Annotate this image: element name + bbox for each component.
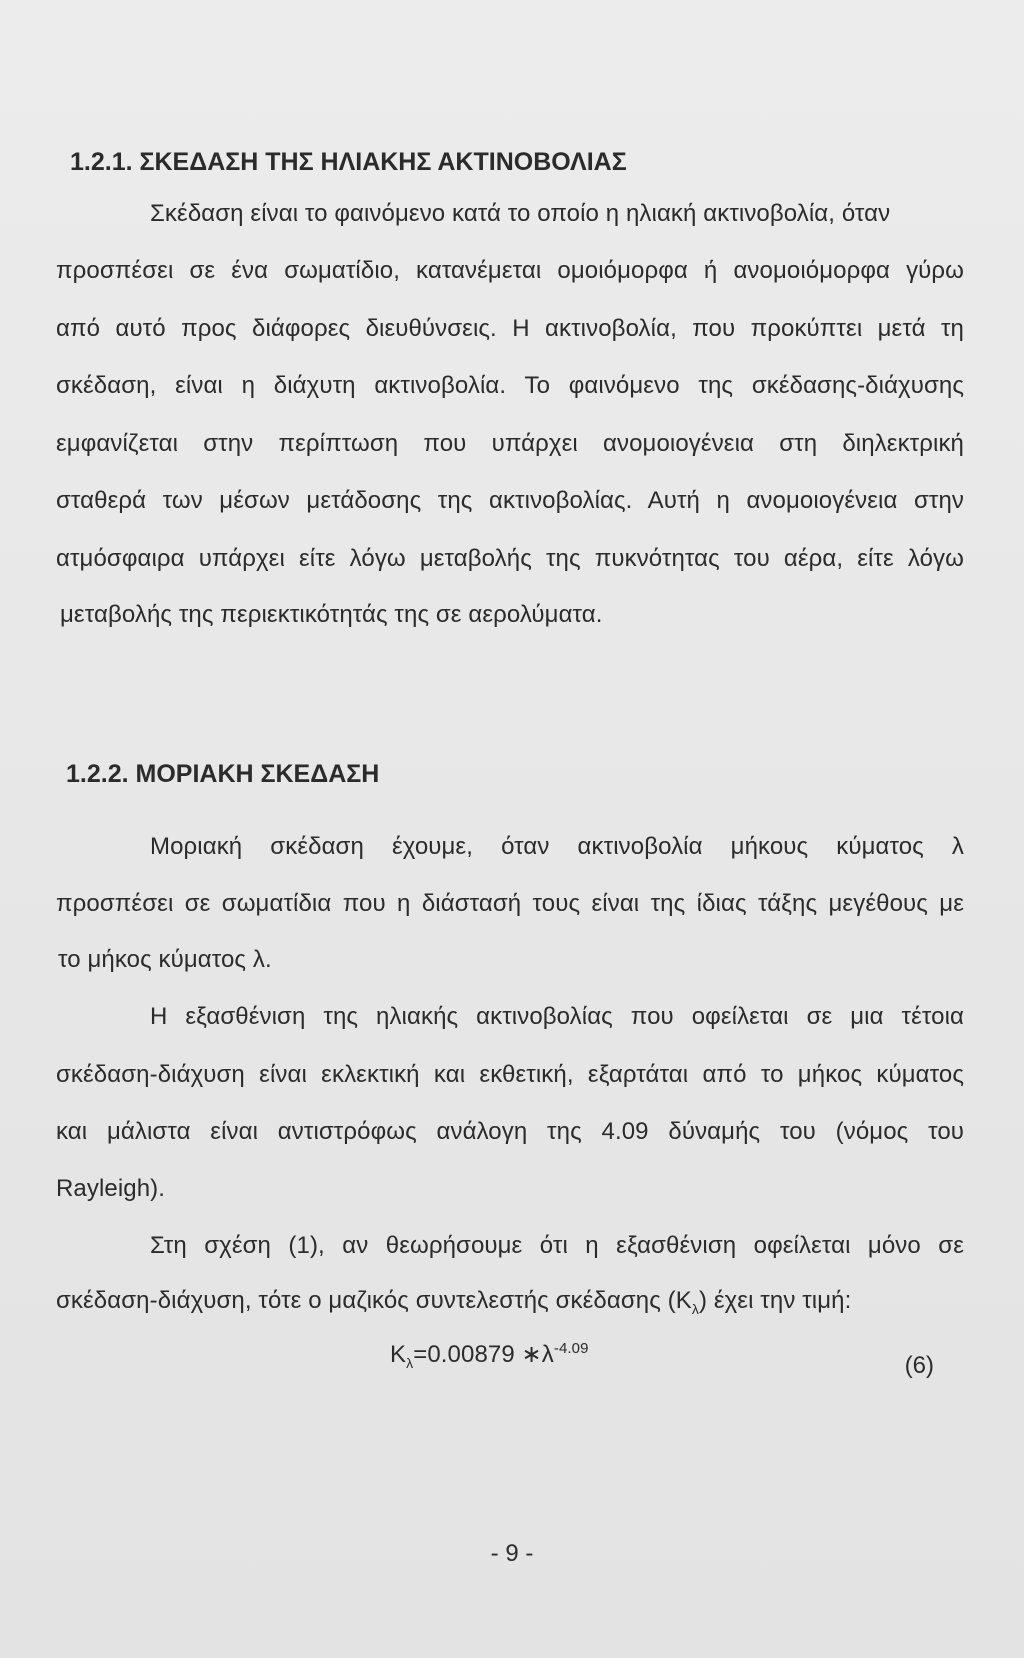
paragraph-line: προσπέσει σε ένα σωματίδιο, κατανέμεται ομοιόμορφα ή ανομοιόμορφα γύρω (56, 257, 964, 284)
page-number: - 9 - (490, 1540, 534, 1567)
paragraph-line: Στη σχέση (1), αν θεωρήσουμε ότι η εξασθένιση οφείλεται μόνο σε (150, 1232, 964, 1259)
paragraph-line: και μάλιστα είναι αντιστρόφως ανάλογη της 4.09 δύναμής του (νόμος του (56, 1118, 964, 1145)
paragraph-line: σταθερά των μέσων μετάδοσης της ακτινοβολίας. Αυτή η ανομοιογένεια στην (56, 487, 964, 514)
paragraph-line (56, 1287, 851, 1317)
equation-number: (6) (904, 1352, 934, 1379)
paragraph-line: Rayleigh). (56, 1175, 166, 1202)
text-fragment: ) έχει την τιμή: (698, 1287, 852, 1314)
text-fragment: σκέδαση-διάχυση, τότε ο μαζικός συντελεστής σκέδασης (Κ (56, 1287, 692, 1314)
paragraph-line: ατμόσφαιρα υπάρχει είτε λόγω μεταβολής της πυκνότητας του αέρα, είτε λόγω (56, 545, 964, 572)
equation (390, 1340, 589, 1371)
paragraph-line: το μήκος κύματος λ. (58, 946, 272, 973)
section-heading-1: 1.2.1. ΣΚΕΔΑΣΗ ΤΗΣ ΗΛΙΑΚΗΣ ΑΚΤΙΝΟΒΟΛΙΑΣ (70, 148, 627, 176)
eq-exponent: -4.09 (553, 1340, 589, 1357)
paragraph-line: προσπέσει σε σωματίδια που η διάστασή τους είναι της ίδιας τάξης μεγέθους με (56, 890, 964, 917)
section-heading-2: 1.2.2. ΜΟΡΙΑΚΗ ΣΚΕΔΑΣΗ (66, 760, 380, 788)
paragraph-line: Η εξασθένιση της ηλιακής ακτινοβολίας που οφείλεται σε μια τέτοια (150, 1003, 964, 1030)
paragraph-line: σκέδαση, είναι η διάχυτη ακτινοβολία. Το φαινόμενο της σκέδασης-διάχυσης (56, 372, 964, 399)
subscript: λ (691, 1300, 699, 1317)
paragraph-line: Σκέδαση είναι το φαινόμενο κατά το οποίο η ηλιακή ακτινοβολία, όταν (150, 200, 891, 227)
eq-rhs: =0.00879 ∗λ (413, 1341, 554, 1368)
paragraph-line: από αυτό προς διάφορες διευθύνσεις. Η ακτινοβολία, που προκύπτει μετά τη (56, 315, 964, 342)
paragraph-line: Μοριακή σκέδαση έχουμε, όταν ακτινοβολία μήκους κύματος λ (150, 833, 964, 860)
eq-k: K (390, 1341, 407, 1368)
eq-subscript: λ (406, 1354, 414, 1371)
paragraph-line: εμφανίζεται στην περίπτωση που υπάρχει ανομοιογένεια στη διηλεκτρική (56, 430, 964, 457)
paragraph-line: σκέδαση-διάχυση είναι εκλεκτική και εκθετική, εξαρτάται από το μήκος κύματος (56, 1061, 964, 1088)
paragraph-line: μεταβολής της περιεκτικότητάς της σε αερολύματα. (60, 601, 603, 628)
